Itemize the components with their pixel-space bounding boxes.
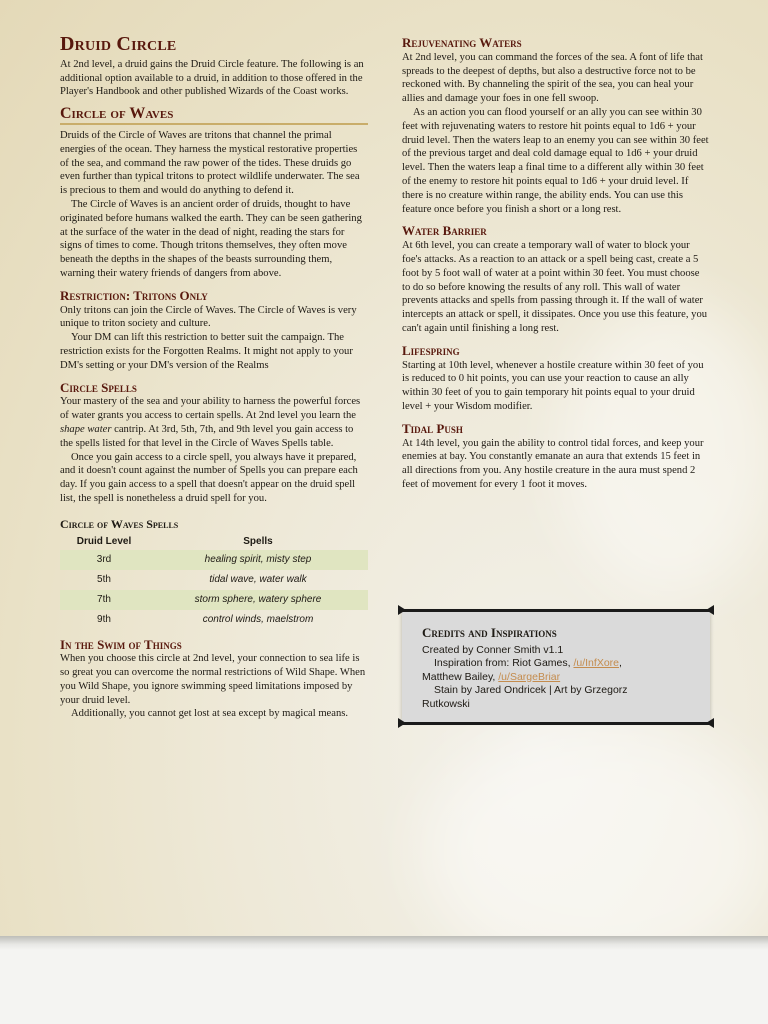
water-barrier-paragraph: At 6th level, you can create a temporary wall of water to block your foe's attacks. As a reaction to an attack or a spell being cast, create a 5 foot by 5 foot wall of water at a point within 30 feet. You must choose to do so before knowing the results of any roll. This wall of water prevents attacks and spells from passing through it. If the wall of water intercepts an attack or spell, it dissipates. Once you use this feature, you can't again until finishing a long rest.: [402, 240, 708, 334]
credits-line: Stain by Jared Ondricek | Art by Grzegorz: [434, 684, 628, 696]
table-cell-level: 5th: [97, 573, 111, 585]
tidal-push-heading: Tidal Push: [402, 420, 463, 436]
rejuvenating-paragraph: As an action you can flood yourself or an ally you can see within 30 feet with rejuvenating waters to restore hit points equal to 1d6 + your druid level. Then the waters leap to an enemy you can see within 30 feet of the previous target and deal cold damage equal to 1d6 + your druid level. Then the waters leap a final time to a different ally within 30 feet of the enemy to restore hit points equal to 1d6 + your druid level. If there is no creature within range, the ability ends. You can use this feature once before you finish a short or a long rest.: [402, 106, 709, 215]
table-cell-level: 3rd: [60, 550, 148, 570]
circle-spells-paragraph: Your mastery of the sea and your ability to harness the powerful forces of water grants you access to certain spells. At 2nd level you learn the shape water cantrip. At 3rd, 5th, 7th, and 9th level you gain access to the spells listed for that level in the Circle of Waves Spells table.: [60, 396, 361, 449]
credits-bottom-border: [400, 722, 712, 725]
restriction-heading: Restriction: Tritons Only: [60, 287, 208, 303]
table-header-spells: Spells: [243, 535, 273, 547]
swim-paragraph: Additionally, you cannot get lost at sea except by magical means.: [71, 708, 349, 720]
credits-title: Credits and Inspirations: [422, 625, 557, 640]
credits-top-border: [400, 609, 712, 612]
credits-line: Matthew Bailey, /u/SargeBriar: [422, 670, 561, 683]
credits-line: Inspiration from: Riot Games, /u/InfXore,: [434, 657, 622, 669]
tidal-push-paragraph: At 14th level, you gain the ability to control tidal forces, and keep your enemies at bay. You constantly emanate an aura that extends 15 feet in all directions from you. Any hostile creature in the aura must spend 2 feet of movement for every 1 foot it moves.: [402, 437, 704, 490]
sargebriar-link[interactable]: /u/SargeBriar: [498, 670, 561, 683]
left-column: [60, 33, 368, 721]
swim-paragraph: When you choose this circle at 2nd level, your connection to sea life is so great you can overcome the normal restrictions of Wild Shape. When you Wild Shape, you ignore swimming speed limitations imposed by your druid level.: [60, 653, 366, 706]
spells-table-title: Circle of Waves Spells: [60, 516, 179, 531]
lifespring-heading: Lifespring: [402, 342, 460, 358]
circle-spells-heading: Circle Spells: [60, 379, 137, 395]
circle-heading: Circle of Waves: [60, 107, 368, 125]
circle-spells-paragraph: Once you gain access to a circle spell, you always have it prepared, and it doesn't count against the number of Spells you can prepare each day. If you gain access to a spell that doesn't appear on the druid spell list, the spell is nonetheless a druid spell for you.: [60, 451, 358, 504]
intro-paragraph: At 2nd level, a druid gains the Druid Circle feature. The following is an additional option available to a druid, in addition to those offered in the Player's Handbook and other published Wizards of the Coast works.: [60, 58, 364, 98]
lifespring-paragraph: Starting at 10th level, whenever a hostile creature within 30 feet of you is reduced to 0 hit points, you can use your reaction to cause an ally within 30 feet of you to gain temporary hit points equal to your druid level + your Wisdom modifier.: [402, 359, 704, 412]
table-cell-level: 9th: [97, 613, 111, 625]
table-cell-spells: tidal wave, water walk: [209, 573, 307, 585]
circle-paragraph: Druids of the Circle of Waves are tritons that channel the primal energies of the ocean. They harness the mystical restorative properties of the sea, and command the raw power of the tides. These druids go even further than typical tritons to protect wildlife underwater. The sea is precious to them and would do anything to defend it.: [60, 129, 360, 197]
page-shadow: [0, 936, 768, 950]
page-title: Druid Circle: [60, 33, 177, 55]
table-cell-spells: healing spirit, misty step: [148, 550, 368, 570]
rejuvenating-paragraph: At 2nd level, you can command the forces of the sea. A font of life that spreads to the deepest of depths, but also a destructive force not to be reckoned with. By channeling the spirit of the sea, you can heal your allies and damage your foes in one fell swoop.: [402, 51, 703, 105]
table-row: [60, 610, 368, 630]
table-header-level: Druid Level: [76, 535, 132, 547]
table-row: [60, 550, 368, 570]
infxore-link[interactable]: /u/InfXore: [573, 657, 619, 669]
credits-line: Created by Conner Smith v1.1: [422, 643, 564, 656]
restriction-paragraph: Only tritons can join the Circle of Waves. The Circle of Waves is very unique to triton society and culture.: [60, 304, 357, 330]
swim-heading: In the Swim of Things: [60, 636, 182, 652]
restriction-paragraph: Your DM can lift this restriction to better suit the campaign. The restriction exists for the Forgotten Realms. It might not apply to your DM's setting or your DM's version of the Realms: [60, 332, 353, 371]
right-column: [402, 36, 710, 492]
credits-box: [402, 612, 710, 722]
credits-line: Rutkowski: [422, 697, 470, 710]
paper-stain: [420, 720, 768, 936]
rejuvenating-heading: Rejuvenating Waters: [402, 35, 522, 50]
table-row: [60, 570, 368, 590]
circle-paragraph: The Circle of Waves is an ancient order of druids, thought to have originated before humans walked the earth. They can be seen gathering at the surface of the water in the dead of night, reading the stars for signs of times to come. Though tritons themselves, they often move beneath the depths in the shapes of the beasts surrounding them, warning their watery friends of dangers from above.: [60, 198, 362, 279]
shape-water-spell: shape water: [60, 423, 112, 435]
table-cell-spells: storm sphere, watery sphere: [148, 590, 368, 610]
spells-table: [60, 534, 368, 630]
table-cell-level: 7th: [60, 590, 148, 610]
water-barrier-heading: Water Barrier: [402, 223, 487, 239]
table-row: [60, 590, 368, 610]
table-cell-spells: control winds, maelstrom: [202, 613, 314, 625]
